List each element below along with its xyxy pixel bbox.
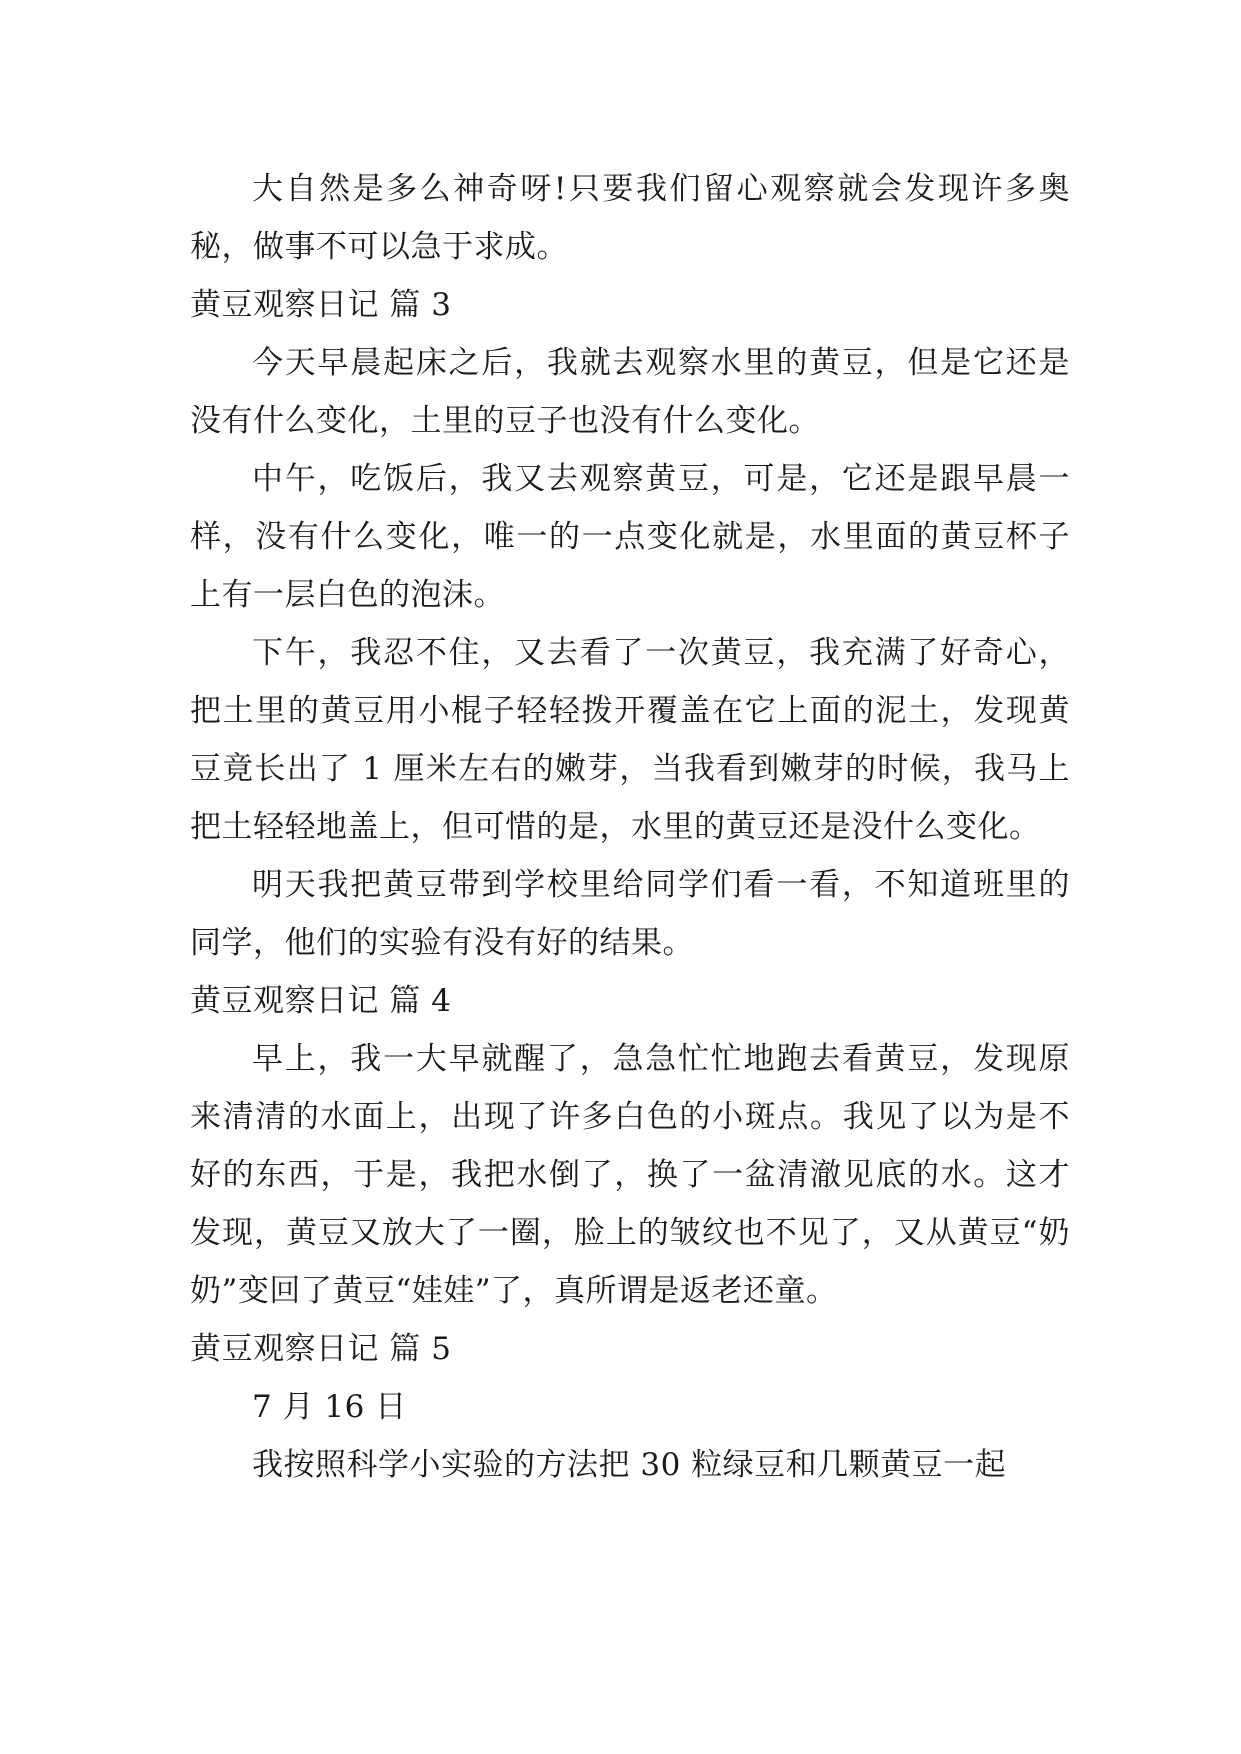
document-body: [190, 160, 1070, 1494]
paragraph-morning: 今天早晨起床之后，我就去观察水里的黄豆，但是它还是没有什么变化，土里的豆子也没有什么变化。: [190, 345, 1070, 439]
section-heading-4: 黄豆观察日记 篇 4: [190, 983, 452, 1019]
section-heading-5: 黄豆观察日记 篇 5: [190, 1331, 452, 1367]
section-heading-3: 黄豆观察日记 篇 3: [190, 287, 452, 323]
paragraph-tomorrow: 明天我把黄豆带到学校里给同学们看一看，不知道班里的同学，他们的实验有没有好的结果。: [190, 867, 1070, 961]
paragraph-noon: 中午，吃饭后，我又去观察黄豆，可是，它还是跟早晨一样，没有什么变化，唯一的一点变化就是，水里面的黄豆杯子上有一层白色的泡沫。: [190, 461, 1070, 613]
paragraph-experiment: 我按照科学小实验的方法把 30 粒绿豆和几颗黄豆一起: [252, 1447, 1007, 1483]
entry-date: 7 月 16 日: [252, 1389, 407, 1425]
paragraph-afternoon: 下午，我忍不住，又去看了一次黄豆，我充满了好奇心，把土里的黄豆用小棍子轻轻拨开覆盖在它上面的泥土，发现黄豆竟长出了 1 厘米左右的嫩芽，当我看到嫩芽的时候，我马上把土轻轻地盖上，但可惜的是，水里的黄豆还是没什么变化。: [190, 635, 1070, 845]
paragraph-conclusion: 大自然是多么神奇呀!只要我们留心观察就会发现许多奥秘，做事不可以急于求成。: [190, 171, 1070, 265]
paragraph-early-morning: 早上，我一大早就醒了，急急忙忙地跑去看黄豆，发现原来清清的水面上，出现了许多白色的小斑点。我见了以为是不好的东西，于是，我把水倒了，换了一盆清澈见底的水。这才发现，黄豆又放大了一圈，脸上的皱纹也不见了，又从黄豆“奶奶”变回了黄豆“娃娃”了，真所谓是返老还童。: [190, 1041, 1070, 1309]
